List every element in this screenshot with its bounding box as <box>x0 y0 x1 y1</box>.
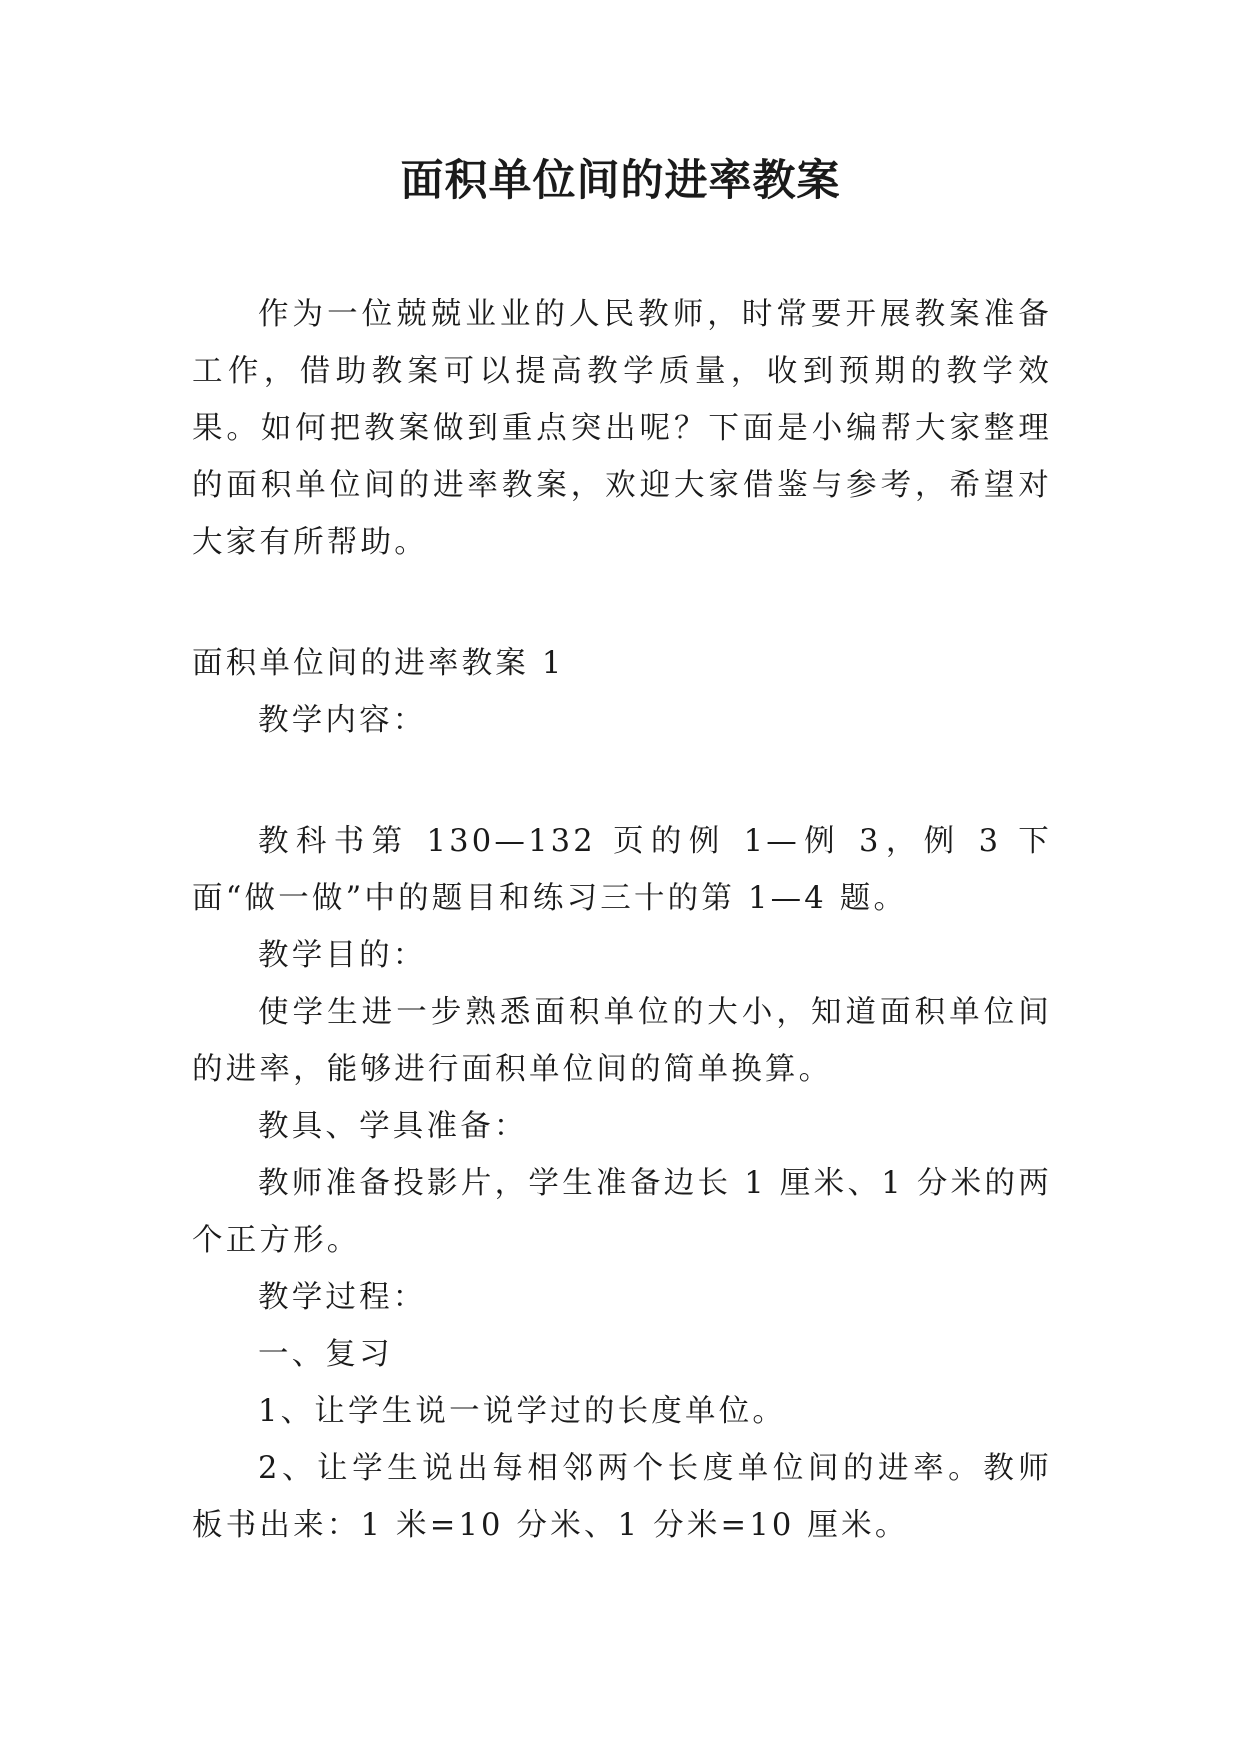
teaching-goal-label: 教学目的： <box>258 938 427 973</box>
review-heading: 一、复习 <box>258 1337 393 1372</box>
teaching-process-label: 教学过程： <box>258 1280 427 1315</box>
teaching-content-text: 教科书第 130—132 页的例 1—例 3，例 3 下面“做一做”中的题目和练习三十的第 1—4 题。 <box>192 824 1052 916</box>
intro-paragraph: 作为一位兢兢业业的人民教师，时常要开展教案准备工作，借助教案可以提高教学质量，收到预期的教学效果。如何把教案做到重点突出呢？下面是小编帮大家整理的面积单位间的进率教案，欢迎大家借鉴与参考，希望对大家有所帮助。 <box>192 297 1052 560</box>
review-step-2: 2、让学生说出每相邻两个长度单位间的进率。教师板书出来：1 米=10 分米、1 分米=10 厘米。 <box>192 1451 1052 1543</box>
document-title: 面积单位间的进率教案 <box>400 156 841 206</box>
document-body <box>192 286 1052 1554</box>
teaching-aids-label: 教具、学具准备： <box>258 1109 528 1144</box>
review-step-1: 1、让学生说一说学过的长度单位。 <box>258 1394 787 1429</box>
teaching-content-label: 教学内容： <box>258 703 427 738</box>
section-heading: 面积单位间的进率教案 1 <box>192 646 565 681</box>
teaching-aids-text: 教师准备投影片，学生准备边长 1 厘米、1 分米的两个正方形。 <box>192 1166 1052 1258</box>
teaching-goal-text: 使学生进一步熟悉面积单位的大小，知道面积单位间的进率，能够进行面积单位间的简单换算。 <box>192 995 1052 1087</box>
